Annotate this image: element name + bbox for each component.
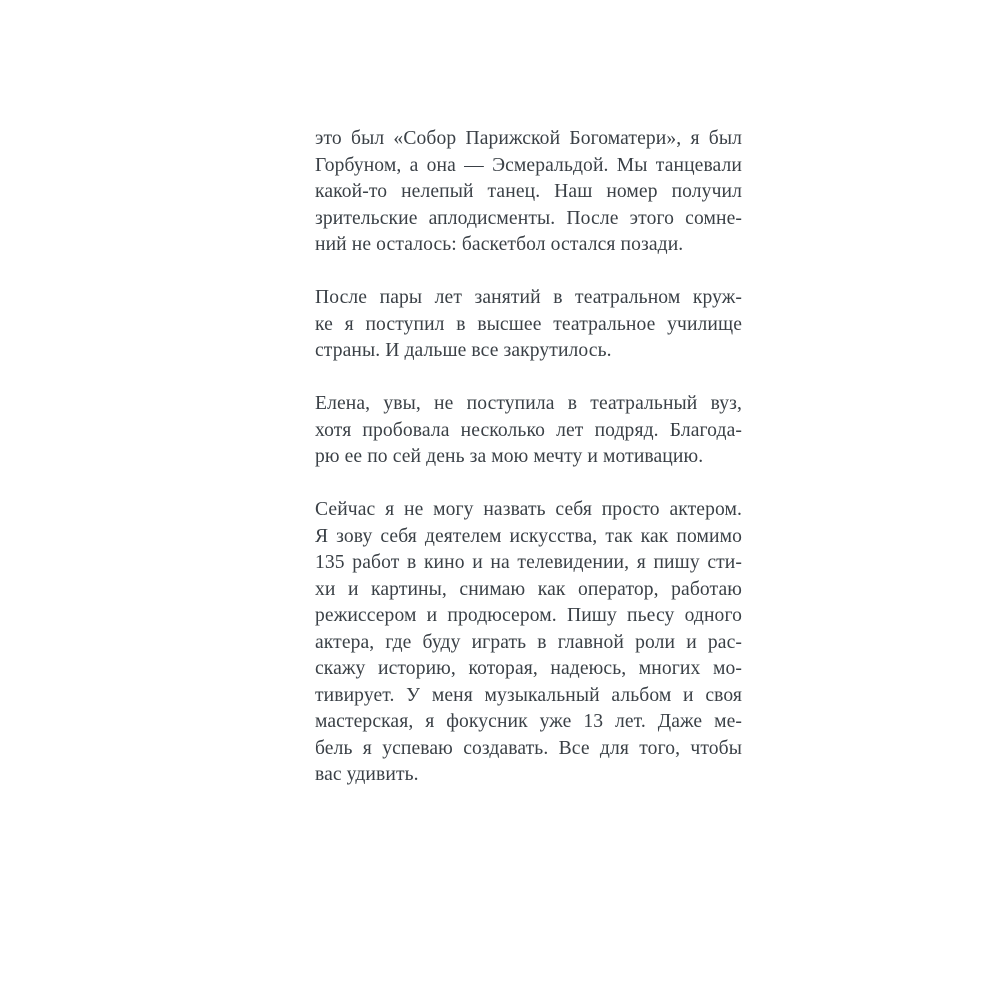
- text-line: бель я успеваю создавать. Все для того, чтобы: [315, 737, 742, 759]
- text-line: ний не осталось: баскетбол остался позади.: [315, 234, 684, 255]
- text-line: рю ее по сей день за мою мечту и мотивацию.: [315, 446, 704, 467]
- text-line: мастерская, я фокусник уже 13 лет. Даже ме-: [315, 711, 742, 732]
- text-line: хи и картины, снимаю как оператор, работаю: [315, 578, 742, 600]
- text-line: это был «Собор Парижской Богоматери», я был: [315, 128, 742, 149]
- text-line: Я зову себя деятелем искусства, так как помимо: [315, 525, 742, 547]
- text-line: хотя пробовала несколько лет подряд. Благода-: [315, 419, 742, 441]
- text-line: Сейчас я не могу назвать себя просто актером.: [315, 499, 742, 520]
- text-line: скажу историю, которая, надеюсь, многих мо-: [315, 658, 742, 679]
- text-line: вас удивить.: [315, 764, 419, 785]
- text-line: какой-то нелепый танец. Наш номер получил: [315, 181, 742, 202]
- text-line: страны. И дальше все закрутилось.: [315, 340, 612, 361]
- text-line: тивирует. У меня музыкальный альбом и своя: [315, 684, 742, 706]
- text-line: ке я поступил в высшее театральное училище: [315, 313, 742, 335]
- text-line: зрительские аплодисменты. После этого сомне-: [315, 207, 742, 229]
- text-line: 135 работ в кино и на телевидении, я пишу сти-: [315, 552, 742, 573]
- paragraph: [315, 126, 742, 259]
- text-line: Елена, увы, не поступила в театральный вуз,: [315, 393, 742, 414]
- text-column: [315, 126, 742, 815]
- text-line: Горбуном, а она — Эсмеральдой. Мы танцевали: [315, 154, 742, 176]
- paragraph: [315, 285, 742, 365]
- paragraph: [315, 391, 742, 471]
- text-line: актера, где буду играть в главной роли и рас-: [315, 631, 742, 653]
- text-line: режиссером и продюсером. Пишу пьесу одного: [315, 605, 742, 626]
- text-line: После пары лет занятий в театральном круж-: [315, 287, 742, 308]
- paragraph: [315, 497, 742, 789]
